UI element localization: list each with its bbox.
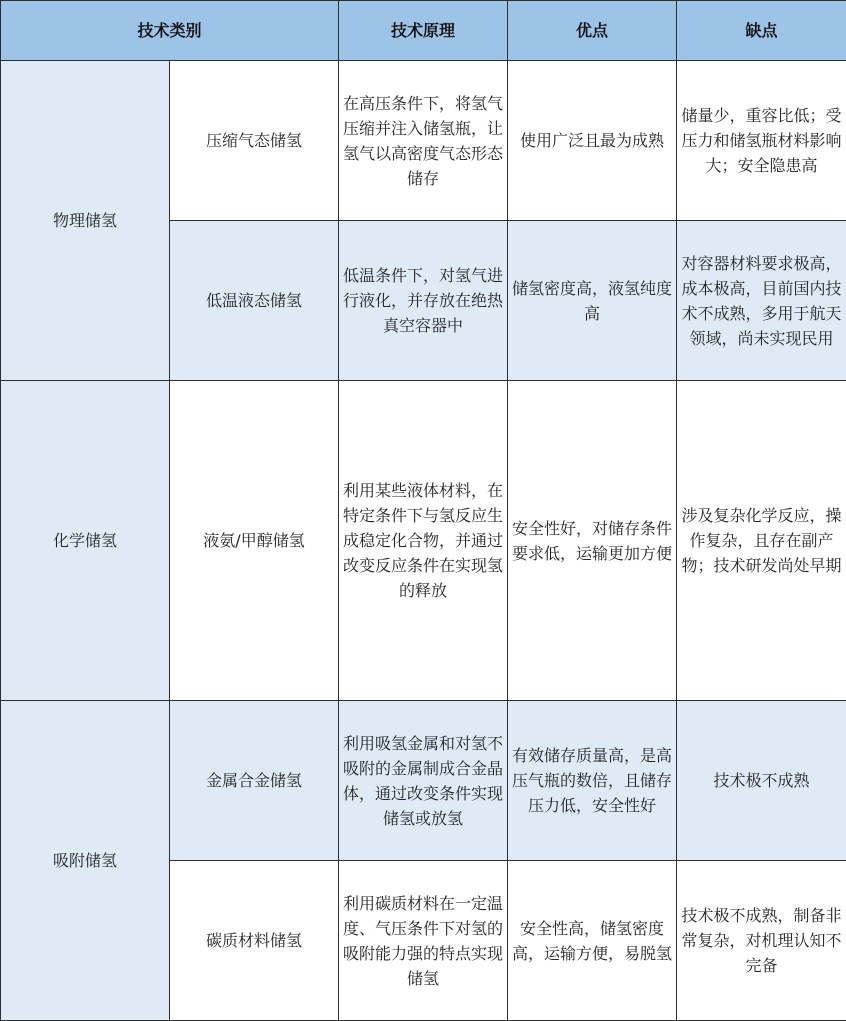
- advantages-cell: 安全性好，对储存条件要求低，运输更加方便: [508, 381, 677, 701]
- disadvantages-cell: 对容器材料要求极高，成本极高，目前国内技术不成熟，多用于航天领域，尚未实现民用: [677, 221, 846, 381]
- advantages-cell: 安全性高，储氢密度高，运输方便，易脱氢: [508, 861, 677, 1021]
- table-row: [1, 61, 846, 221]
- subtype-cell: 低温液态储氢: [170, 221, 339, 381]
- header-principle: 技术原理: [339, 1, 508, 61]
- category-chemical: 化学储氢: [1, 381, 170, 701]
- principle-cell: 低温条件下，对氢气进行液化，并存放在绝热真空容器中: [339, 221, 508, 381]
- principle-cell: 利用吸氢金属和对氢不吸附的金属制成合金晶体，通过改变条件实现储氢或放氢: [339, 701, 508, 861]
- advantages-cell: 有效储存质量高，是高压气瓶的数倍，且储存压力低，安全性好: [508, 701, 677, 861]
- subtype-cell: 液氨/甲醇储氢: [170, 381, 339, 701]
- subtype-cell: 压缩气态储氢: [170, 61, 339, 221]
- category-physical: 物理储氢: [1, 61, 170, 381]
- principle-cell: 在高压条件下，将氢气压缩并注入储氢瓶，让氢气以高密度气态形态储存: [339, 61, 508, 221]
- subtype-cell: 碳质材料储氢: [170, 861, 339, 1021]
- header-disadvantages: 缺点: [677, 1, 846, 61]
- header-row: [1, 1, 846, 61]
- principle-cell: 利用某些液体材料，在特定条件下与氢反应生成稳定化合物，并通过改变反应条件在实现氢的释放: [339, 381, 508, 701]
- disadvantages-cell: 技术极不成熟: [677, 701, 846, 861]
- disadvantages-cell: 涉及复杂化学反应，操作复杂，且存在副产物；技术研发尚处早期: [677, 381, 846, 701]
- advantages-cell: 储氢密度高，液氢纯度高: [508, 221, 677, 381]
- disadvantages-cell: 储量少，重容比低；受压力和储氢瓶材料影响大；安全隐患高: [677, 61, 846, 221]
- table-row: [1, 701, 846, 861]
- subtype-cell: 金属合金储氢: [170, 701, 339, 861]
- table-row: [1, 381, 846, 701]
- principle-cell: 利用碳质材料在一定温度、气压条件下对氢的吸附能力强的特点实现储氢: [339, 861, 508, 1021]
- advantages-cell: 使用广泛且最为成熟: [508, 61, 677, 221]
- category-adsorption: 吸附储氢: [1, 701, 170, 1021]
- disadvantages-cell: 技术极不成熟，制备非常复杂，对机理认知不完备: [677, 861, 846, 1021]
- header-advantages: 优点: [508, 1, 677, 61]
- header-category: 技术类别: [1, 1, 339, 61]
